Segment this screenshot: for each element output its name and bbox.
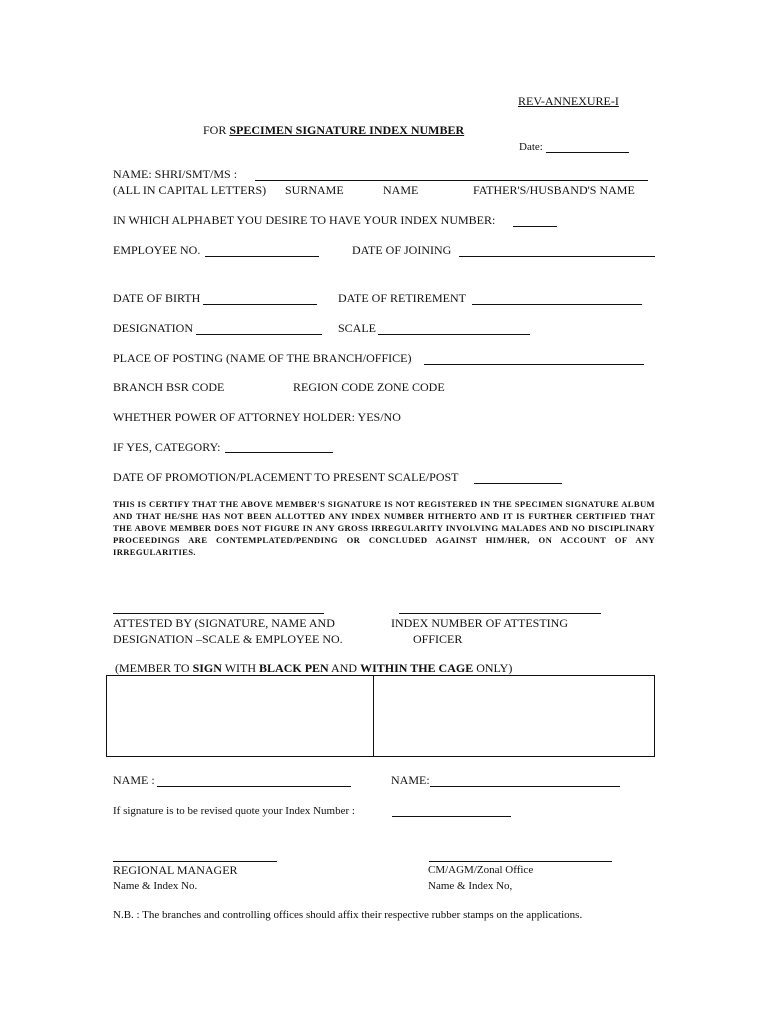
footnote: N.B. : The branches and controlling offices should affix their respective rubber stamps on the applications. [113, 909, 583, 921]
date-birth-label: DATE OF BIRTH [113, 291, 201, 305]
category-label: IF YES, CATEGORY: [113, 440, 221, 454]
promotion-line[interactable] [474, 483, 562, 484]
designation-label: DESIGNATION [113, 321, 193, 335]
alphabet-label: IN WHICH ALPHABET YOU DESIRE TO HAVE YOUR INDEX NUMBER: [113, 213, 496, 227]
revise-index-line[interactable] [392, 816, 511, 817]
cage-instruction-part: WITH [221, 661, 260, 675]
cm-agm-title: CM/AGM/Zonal Office [428, 864, 534, 876]
attest-index-line[interactable] [399, 613, 601, 614]
form-title [203, 123, 464, 137]
annexure-label: REV-ANNEXURE-I [518, 94, 619, 108]
cage-instruction-part: AND [328, 661, 361, 675]
signature-cage [106, 675, 655, 757]
revise-note: If signature is to be revised quote your Index Number : [113, 805, 355, 817]
designation-line[interactable] [196, 334, 322, 335]
name-right-label: NAME: [391, 773, 430, 787]
form-title-bold: SPECIMEN SIGNATURE INDEX NUMBER [229, 123, 465, 137]
cage-instruction-part: ONLY) [473, 661, 513, 675]
surname-label: SURNAME [285, 183, 344, 197]
region-zone-label: REGION CODE ZONE CODE [293, 380, 445, 394]
cage-instruction [115, 661, 512, 675]
signature-box-2[interactable] [374, 676, 654, 756]
date-label: Date: [519, 141, 543, 153]
scale-line[interactable] [378, 334, 530, 335]
attest-left-line1: ATTESTED BY (SIGNATURE, NAME AND [113, 616, 335, 630]
name-left-line[interactable] [157, 786, 351, 787]
name-right-line[interactable] [430, 786, 620, 787]
employee-no-line[interactable] [205, 256, 319, 257]
promotion-label: DATE OF PROMOTION/PLACEMENT TO PRESENT SCALE/POST [113, 470, 459, 484]
attest-left-line2: DESIGNATION –SCALE & EMPLOYEE NO. [113, 632, 343, 646]
regional-manager-sign-line[interactable] [113, 861, 277, 862]
cage-instruction-part: (MEMBER TO [115, 661, 193, 675]
attest-right-line2: OFFICER [413, 632, 463, 646]
given-name-label: NAME [383, 183, 419, 197]
attest-signature-line[interactable] [113, 613, 324, 614]
regional-manager-sub: Name & Index No. [113, 880, 198, 892]
father-husband-label: FATHER'S/HUSBAND'S NAME [473, 183, 635, 197]
category-line[interactable] [225, 452, 333, 453]
date-line[interactable] [546, 152, 629, 153]
date-joining-line[interactable] [459, 256, 655, 257]
poa-label: WHETHER POWER OF ATTORNEY HOLDER: YES/NO [113, 410, 401, 424]
form-title-prefix: FOR [203, 123, 230, 137]
name-left-label: NAME : [113, 773, 155, 787]
scale-label: SCALE [338, 321, 377, 335]
cage-instruction-cage: WITHIN THE CAGE [360, 661, 474, 675]
cm-agm-sign-line[interactable] [429, 861, 612, 862]
name-line[interactable] [255, 180, 648, 181]
cm-agm-sub: Name & Index No, [428, 880, 513, 892]
certificate-text: THIS IS CERTIFY THAT THE ABOVE MEMBER'S SIGNATURE IS NOT REGISTERED IN THE SPECIMEN SIGNATURE ALBUM AND THAT HE/SHE HAS NOT BEEN ALLOTTED ANY INDEX NUMBER HITHERTO AND IT IS FURTHER CERTIFIED THAT THE ABOVE MEMBER DOES NOT FIGURE IN ANY GROSS IRREGULARITY INVOLVING MALADES AND NO DISCIPLINARY PROCEEDINGS ARE CONTEMPLATED/PENDING OR CONCLUDED AGAINST HIM/HER, ON ACCOUNT OF ANY IRREGULARITIES. [113, 499, 655, 557]
date-retirement-line[interactable] [472, 304, 642, 305]
date-birth-line[interactable] [203, 304, 317, 305]
signature-box-1[interactable] [107, 676, 373, 756]
date-retirement-label: DATE OF RETIREMENT [338, 291, 466, 305]
place-posting-label: PLACE OF POSTING (NAME OF THE BRANCH/OFFICE) [113, 351, 412, 365]
branch-bsr-label: BRANCH BSR CODE [113, 380, 225, 394]
cage-instruction-sign: SIGN [192, 661, 222, 675]
attest-right-line1: INDEX NUMBER OF ATTESTING [391, 616, 568, 630]
cage-instruction-pen: BLACK PEN [259, 661, 329, 675]
employee-no-label: EMPLOYEE NO. [113, 243, 201, 257]
alphabet-line[interactable] [513, 226, 557, 227]
name-label: NAME: SHRI/SMT/MS : [113, 167, 238, 181]
regional-manager-title: REGIONAL MANAGER [113, 863, 238, 877]
caps-note: (ALL IN CAPITAL LETTERS) [113, 183, 267, 197]
date-joining-label: DATE OF JOINING [352, 243, 452, 257]
place-posting-line[interactable] [424, 364, 644, 365]
